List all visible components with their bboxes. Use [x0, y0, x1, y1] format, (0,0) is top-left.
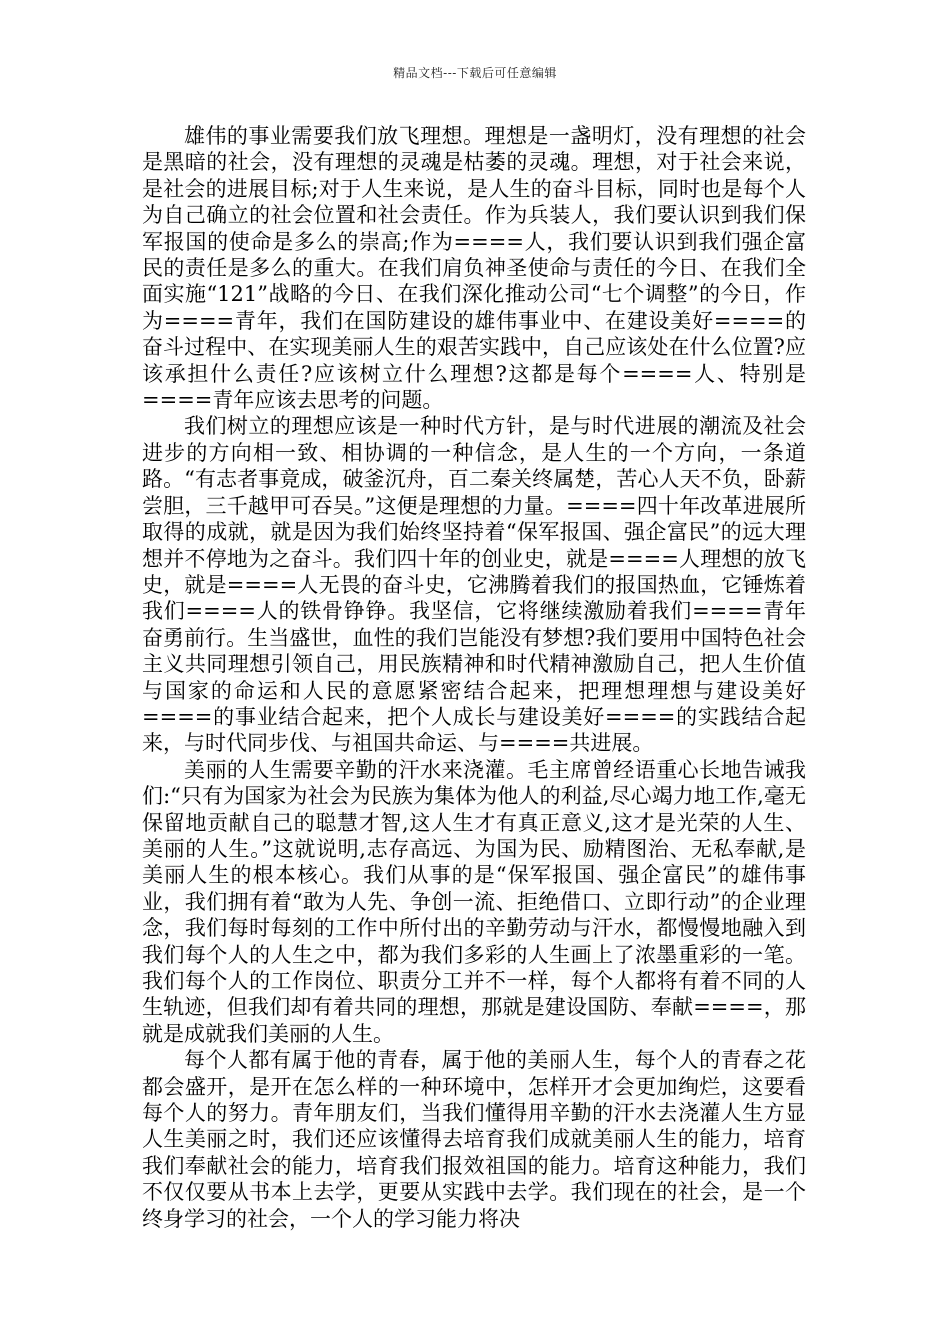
running-header: 精品文档---下载后可任意编辑	[393, 66, 557, 80]
paragraph-3: 美丽的人生需要辛勤的汗水来浇灌。毛主席曾经语重心长地告诫我们:“只有为国家为社会为民族为集体为他人的利益,尽心竭力地工作,毫无保留地贡献自己的聪慧才智,这人生才有真正意义,这才是光荣的人生、美丽的人生。”这就说明,志存高远、为国为民、励精图治、无私奉献,是美丽人生的根本核心。我们从事的是“保军报国、强企富民”的雄伟事业，我们拥有着“敢为人先、争创一流、拒绝借口、立即行动”的企业理念，我们每时每刻的工作中所付出的辛勤劳动与汗水，都慢慢地融入到我们每个人的人生之中，都为我们多彩的人生画上了浓墨重彩的一笔。我们每个人的工作岗位、职责分工并不一样，每个人都将有着不同的人生轨迹，但我们却有着共同的理想，那就是建设国防、奉献====，那就是成就我们美丽的人生。	[142, 757, 806, 1046]
paragraph-2: 我们树立的理想应该是一种时代方针，是与时代进展的潮流及社会进步的方向相一致、相协调的一种信念，是人生的一个方向，一条道路。“有志者事竟成，破釜沉舟，百二秦关终属楚，苦心人天不负，卧薪尝胆，三千越甲可吞吴。”这便是理想的力量。====四十年改革进展所取得的成就，就是因为我们始终坚持着“保军报国、强企富民”的远大理想并不停地为之奋斗。我们四十年的创业史，就是====人理想的放飞史，就是====人无畏的奋斗史，它沸腾着我们的报国热血，它锤炼着我们====人的铁骨铮铮。我坚信，它将继续激励着我们====青年奋勇前行。生当盛世，血性的我们岂能没有梦想?我们要用中国特色社会主义共同理想引领自己，用民族精神和时代精神激励自己，把人生价值与国家的命运和人民的意愿紧密结合起来，把理想理想与建设美好====的事业结合起来，把个人成长与建设美好====的实践结合起来，与时代同步伐、与祖国共命运、与====共进展。	[142, 414, 806, 756]
paragraph-4: 每个人都有属于他的青春，属于他的美丽人生，每个人的青春之花都会盛开，是开在怎么样的一种环境中，怎样开才会更加绚烂，这要看每个人的努力。青年朋友们，当我们懂得用辛勤的汗水去浇灌人生方显人生美丽之时，我们还应该懂得去培育我们成就美丽人生的能力，培育我们奉献社会的能力，培育我们报效祖国的能力。培育这种能力，我们不仅仅要从书本上去学，更要从实践中去学。我们现在的社会，是一个终身学习的社会，一个人的学习能力将决	[142, 1048, 806, 1231]
paragraph-1: 雄伟的事业需要我们放飞理想。理想是一盏明灯，没有理想的社会是黑暗的社会，没有理想的灵魂是枯萎的灵魂。理想，对于社会来说，是社会的进展目标;对于人生来说，是人生的奋斗目标，同时也是每个人为自己确立的社会位置和社会责任。作为兵装人，我们要认识到我们保军报国的使命是多么的崇高;作为====人，我们要认识到我们强企富民的责任是多么的重大。在我们肩负神圣使命与责任的今日、在我们全面实施“121”战略的今日、在我们深化推动公司“七个调整”的今日，作为====青年，我们在国防建设的雄伟事业中、在建设美好====的奋斗过程中、在实现美丽人生的艰苦实践中，自己应该处在什么位置?应该承担什么责任?应该树立什么理想?这都是每个====人、特别是====青年应该去思考的问题。	[142, 124, 806, 413]
body-text	[142, 123, 806, 1232]
